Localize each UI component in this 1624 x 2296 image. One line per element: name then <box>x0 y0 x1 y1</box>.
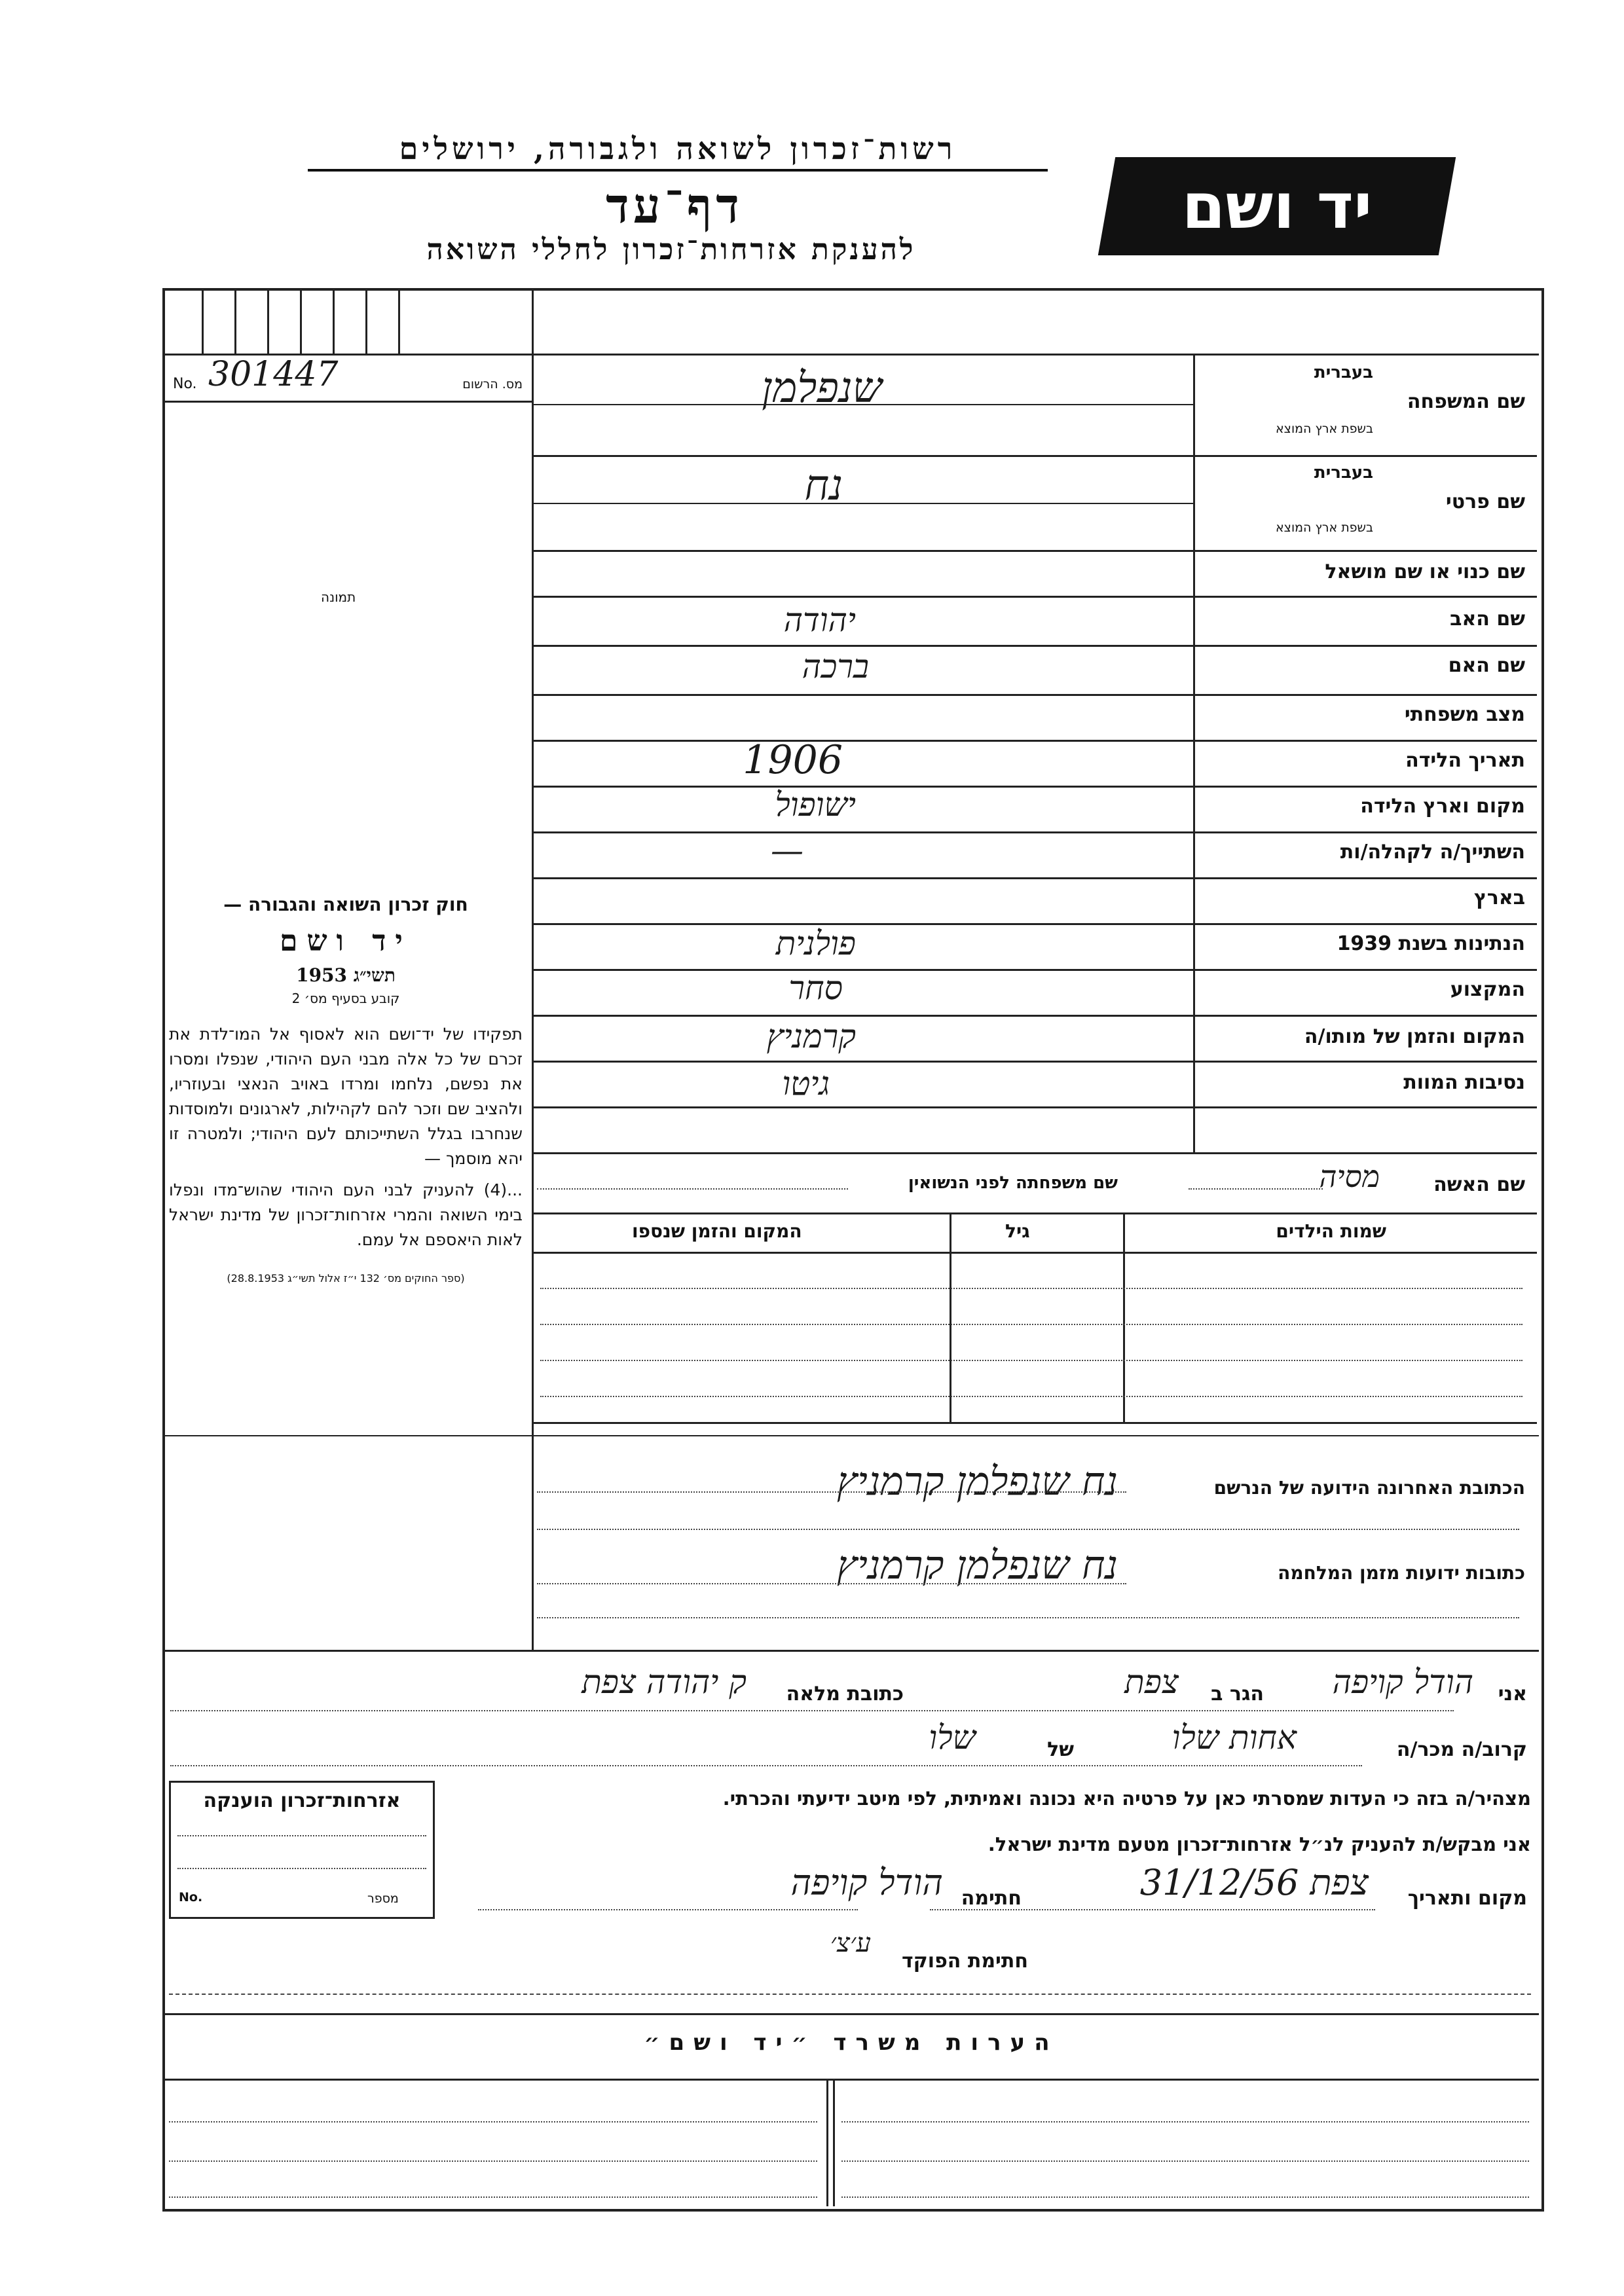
field-label: המקום והזמן של מותו/ה <box>1304 1025 1525 1048</box>
declarant-line-2 <box>164 1719 1532 1771</box>
field-sub-origin: בשפת ארץ המוצא <box>1275 520 1373 535</box>
form-subtitle: להענקת אזרחות־זכרון לחללי השואה <box>426 233 916 266</box>
field-label: שם האב <box>1450 608 1525 630</box>
field-marital-status <box>534 694 1537 740</box>
of-value: שלו <box>929 1719 976 1757</box>
field-value: גיטו <box>782 1065 830 1102</box>
law-year: תשי״ג 1953 <box>296 964 396 986</box>
wife-value: מסיה <box>1319 1159 1380 1194</box>
field-label: שם פרטי <box>1445 490 1525 513</box>
field-value: סחר <box>788 969 843 1007</box>
field-birth-date <box>534 737 1537 786</box>
field-label: נסיבות המוות <box>1403 1071 1525 1094</box>
field-sub-hebrew: בעברית <box>1314 363 1373 382</box>
field-label: הנתינות בשנת 1939 <box>1337 932 1525 955</box>
coding-boxes <box>162 288 532 354</box>
field-label: שם כנוי או שם מושאל <box>1325 560 1525 583</box>
field-sub-hebrew: בעברית <box>1314 463 1373 483</box>
declaration-text: מצהיר/ה בזה כי העדות שמסרתי כאן על פרטיה היא נכונה ואמיתית, לפי מיטב ידיעתי והכרתי. <box>722 1787 1531 1810</box>
registration-label: מס. הרשום <box>462 377 523 392</box>
registration-number: 301447 <box>208 355 339 394</box>
field-label: בארץ <box>1473 886 1525 909</box>
clerk-signature-mark: ע׳צ׳ <box>830 1928 871 1958</box>
last-address-label: הכתובת האחרונה הידועה של הנרשם <box>1213 1477 1525 1499</box>
yad-vashem-logo <box>1098 157 1456 255</box>
declarant-line-1 <box>164 1663 1532 1715</box>
law-clause: קובע בסעיף מס׳ 2 <box>291 991 400 1006</box>
field-label: השתייך/ה לקהלה/ות <box>1340 841 1525 864</box>
field-community <box>534 831 1537 877</box>
law-text-1: תפקידו של יד־ושם הוא לאסוף אל המו־לדת את זכרם של כל אלה מבני העם היהודי, שנפלו ומסרו את נפשם, נלחמו ומרדו באויב הנאצי ובעוזריו, ולהציב שם וזכר להם לקהילות, לארגונים ולמוסדות שנחרבו בגלל השתייכותם לעם היהודי; ולמטרה זו יהא מוסמך — <box>169 1025 523 1168</box>
field-value: 1906 <box>743 737 843 783</box>
law-text-2: ...(4) להעניק לבני העם היהודי שהוש־מדו ונפלו בימי השואה והמרי אזרחות־זכרון של מדינת ישראל לאות היאספם אל עמם. <box>169 1180 523 1249</box>
children-table <box>534 1212 1537 1422</box>
wartime-address-value: נח שנפלמן קרמניץ <box>836 1542 1118 1588</box>
field-value: — <box>771 831 803 869</box>
office-notes-title: הערות משרד ״יד ושם״ <box>644 2030 1059 2056</box>
children-col-names: שמות הילדים <box>1276 1220 1386 1242</box>
last-address-row <box>534 1435 1537 1533</box>
declarant-signature: הודל קויפה <box>790 1862 943 1903</box>
registration-box <box>169 355 529 398</box>
field-label: מקום וארץ הלידה <box>1360 795 1525 818</box>
relation-label: קרוב/ה מכר/ה <box>1396 1738 1527 1761</box>
field-label: שם המשפחה <box>1407 390 1525 413</box>
field-death-circumstances <box>534 1061 1537 1106</box>
field-sub-origin: בשפת ארץ המוצא <box>1275 422 1373 436</box>
field-father-name <box>534 596 1537 645</box>
field-label: המקצוע <box>1450 978 1525 1001</box>
wife-maiden-label: שם משפחתה לפני הנשואין <box>908 1173 1118 1193</box>
field-value: קרמניץ <box>766 1017 856 1055</box>
field-death-place-time <box>534 1015 1537 1061</box>
children-col-age: גיל <box>1005 1220 1030 1242</box>
law-footer: (ספר החוקים מס׳ 132 י״ז אלול תשי״ג 28.8.1953) <box>227 1272 465 1285</box>
field-profession <box>534 969 1537 1015</box>
field-value: שנפלמן <box>762 364 882 412</box>
field-mother-name <box>534 645 1537 694</box>
place-date-label: מקום ותאריך <box>1407 1887 1527 1910</box>
field-value: ישופול <box>775 786 856 824</box>
wartime-address-row <box>534 1533 1537 1618</box>
signature-label: חתימה <box>961 1887 1022 1910</box>
of-label: של <box>1047 1738 1074 1761</box>
field-value: נח <box>804 462 843 510</box>
full-address-value: ק יהודה צפת <box>581 1663 747 1701</box>
field-country <box>534 877 1537 923</box>
authority-title: רשות־זכרון לשואה ולגבורה, ירושלים <box>308 131 1048 172</box>
request-text: אני מבקש/ת להעניק לנ״ל אזרחות־זכרון מטעם מדינת ישראל. <box>987 1833 1531 1855</box>
law-block <box>169 894 523 1285</box>
clerk-row <box>164 1925 1532 1977</box>
logo-text: יד ושם <box>1181 170 1373 243</box>
field-value: פולנית <box>775 924 856 962</box>
form-title: דף־עד <box>606 178 743 234</box>
place-date-value: צפת 31/12/56 <box>1139 1862 1369 1903</box>
field-label: מצב משפחתי <box>1404 703 1525 726</box>
field-value: ברכה <box>802 647 869 685</box>
citizenship-number-label: מספר <box>367 1891 399 1906</box>
clerk-signature-label: חתימת הפוקד <box>902 1950 1028 1973</box>
wife-label: שם האשה <box>1433 1173 1525 1196</box>
photo-label: תמונה <box>321 589 356 605</box>
resides-label: הגר ב <box>1211 1683 1264 1705</box>
field-nickname <box>534 550 1537 596</box>
field-value: יהודה <box>783 601 856 639</box>
registration-no-label: No. <box>173 376 197 392</box>
ani-label: אני <box>1498 1683 1527 1705</box>
last-address-value: נח שנפלמן קרמניץ <box>836 1459 1118 1504</box>
notes-divider <box>826 2079 828 2206</box>
registration-line <box>162 401 532 403</box>
field-nationality-1939 <box>534 923 1537 969</box>
field-label: שם האם <box>1448 654 1525 677</box>
citizenship-box <box>169 1781 435 1919</box>
law-name: יד ושם <box>280 924 412 958</box>
ani-value: הודל קויפה <box>1332 1663 1473 1701</box>
full-address-label: כתובת מלאה <box>786 1683 904 1705</box>
wartime-address-label: כתובות ידועות מזמן המלחמה <box>1278 1562 1525 1584</box>
resides-value: צפת <box>1124 1663 1179 1701</box>
citizenship-box-title: אזרחות־זכרון הוענקה <box>203 1789 401 1812</box>
children-col-place: המקום והזמן שנספו <box>632 1220 802 1242</box>
citizenship-no-label: No. <box>179 1890 203 1904</box>
law-title: חוק זכרון השואה והגבורה — <box>223 894 468 915</box>
wife-row <box>534 1152 1537 1212</box>
field-birth-place <box>534 786 1537 831</box>
relation-value: אחות שלו <box>1172 1719 1297 1757</box>
field-label: תאריך הלידה <box>1405 749 1525 772</box>
